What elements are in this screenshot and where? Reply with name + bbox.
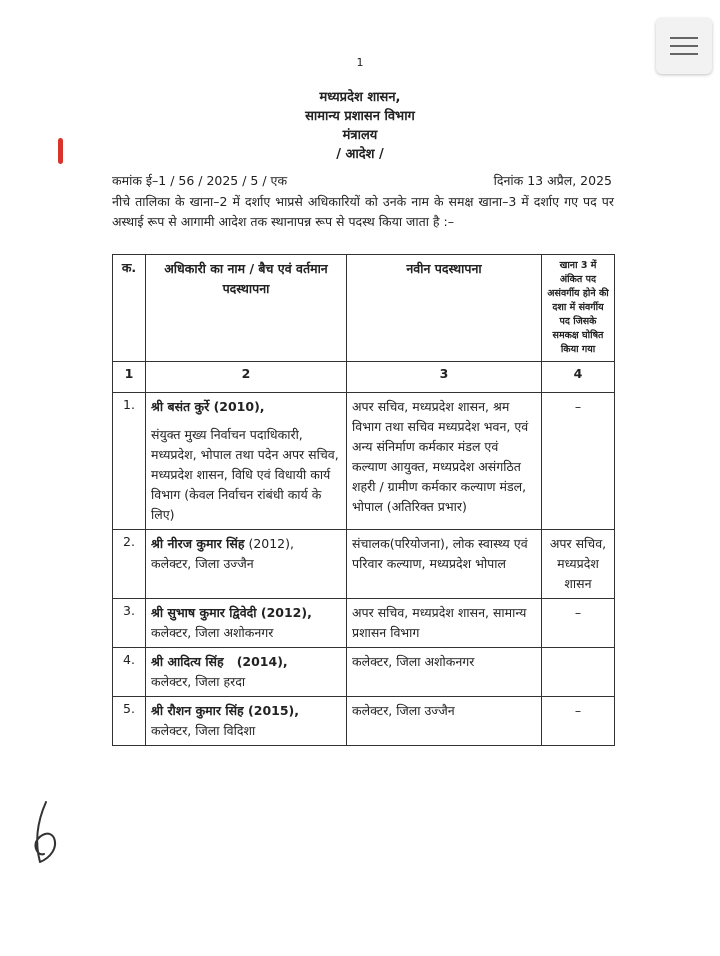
- new-posting: कलेक्टर, जिला अशोकनगर: [347, 648, 542, 697]
- order-date: दिनांक 13 अप्रैल, 2025: [493, 173, 612, 188]
- column-number: 3: [347, 362, 542, 393]
- officer-cell: [146, 530, 347, 599]
- new-posting: संचालक(परियोजना), लोक स्वास्थ्य एवं परिवार कल्याण, मध्यप्रदेश भोपाल: [347, 530, 542, 599]
- officer-name: श्री बसंत कुर्रे (2010),: [151, 399, 265, 414]
- table-header-row: [113, 255, 615, 362]
- header-new-posting: नवीन पदस्थापना: [347, 255, 542, 362]
- officer-cell: [146, 697, 347, 746]
- officer-cell: [146, 599, 347, 648]
- new-posting: अपर सचिव, मध्यप्रदेश शासन, सामान्य प्रशासन विभाग: [347, 599, 542, 648]
- page-number: 1: [356, 56, 364, 69]
- equivalent-post: अपर सचिव, मध्यप्रदेश शासन: [542, 530, 615, 599]
- header-equivalent: खाना 3 में अंकित पद असंवर्गीय होने की दशा में संवर्गीय पद जिसके समकक्ष घोषित किया गया: [542, 255, 615, 362]
- table-row: [113, 393, 615, 530]
- hamburger-menu-icon-line: [670, 45, 698, 47]
- new-posting: कलेक्टर, जिला उज्जैन: [347, 697, 542, 746]
- row-serial: 3.: [113, 599, 146, 648]
- table-row: [113, 530, 615, 599]
- officer-name: श्री नीरज कुमार सिंह: [151, 536, 245, 551]
- document-heading: [0, 88, 720, 164]
- officer-batch: (2012),: [244, 536, 294, 551]
- officer-name: श्री रौशन कुमार सिंह (2015),: [151, 703, 299, 718]
- officer-name: श्री आदित्य सिंह (2014),: [151, 654, 288, 669]
- row-serial: 2.: [113, 530, 146, 599]
- equivalent-post: –: [542, 697, 615, 746]
- column-number: 1: [113, 362, 146, 393]
- hamburger-menu-icon: [670, 37, 698, 39]
- row-serial: 5.: [113, 697, 146, 746]
- officer-cell: [146, 393, 347, 530]
- hamburger-menu-icon-line: [670, 53, 698, 55]
- postings-table: [112, 254, 615, 746]
- table-row: [113, 697, 615, 746]
- current-posting: कलेक्टर, जिला विदिशा: [151, 723, 256, 738]
- heading-line-1: मध्यप्रदेश शासन,: [319, 90, 401, 105]
- order-reference: कमांक ई–1 / 56 / 2025 / 5 / एक: [112, 173, 288, 188]
- table-row: [113, 599, 615, 648]
- officer-name: श्री सुभाष कुमार द्विवेदी (2012),: [151, 605, 312, 620]
- column-number: 4: [542, 362, 615, 393]
- row-serial: 1.: [113, 393, 146, 530]
- column-number-row: [113, 362, 615, 393]
- current-posting: संयुक्त मुख्य निर्वाचन पदाधिकारी, मध्यप्रदेश, भोपाल तथा पदेन अपर सचिव, मध्यप्रदेश शासन, विधि एवं विधायी कार्य विभाग (केवल निर्वाचन रांबंधी कार्य के लिए): [151, 427, 339, 522]
- equivalent-post: [542, 648, 615, 697]
- table-row: [113, 648, 615, 697]
- header-officer: अधिकारी का नाम / बैच एवं वर्तमान पदस्थापना: [146, 255, 347, 362]
- new-posting: अपर सचिव, मध्यप्रदेश शासन, श्रम विभाग तथा सचिव मध्यप्रदेश भवन, एवं अन्य संनिर्माण कर्मकार मंडल एवं कल्याण आयुक्त, मध्यप्रदेश असंगठित शहरी / ग्रामीण कर्मकार कल्याण मंडल, भोपाल (अतिरिक्त प्रभार): [347, 393, 542, 530]
- row-serial: 4.: [113, 648, 146, 697]
- header-serial: क.: [113, 255, 146, 362]
- column-number: 2: [146, 362, 347, 393]
- heading-line-3: मंत्रालय: [342, 128, 378, 143]
- signature-mark-icon: [28, 800, 62, 870]
- equivalent-post: –: [542, 393, 615, 530]
- heading-line-4: / आदेश /: [336, 147, 384, 162]
- current-posting: कलेक्टर, जिला हरदा: [151, 674, 246, 689]
- intro-text: नीचे तालिका के खाना–2 में दर्शाए भाप्रसे अधिकारियों को उनके नाम के समक्ष खाना–3 में दर्शाए गए पद पर अस्थाई रूप से आगामी आदेश तक स्थानापन्न रूप से पदस्थ किया जाता है :–: [112, 194, 614, 229]
- current-posting: कलेक्टर, जिला अशोकनगर: [151, 625, 274, 640]
- current-posting: कलेक्टर, जिला उज्जैन: [151, 556, 254, 571]
- officer-cell: [146, 648, 347, 697]
- heading-line-2: सामान्य प्रशासन विभाग: [305, 109, 415, 124]
- equivalent-post: –: [542, 599, 615, 648]
